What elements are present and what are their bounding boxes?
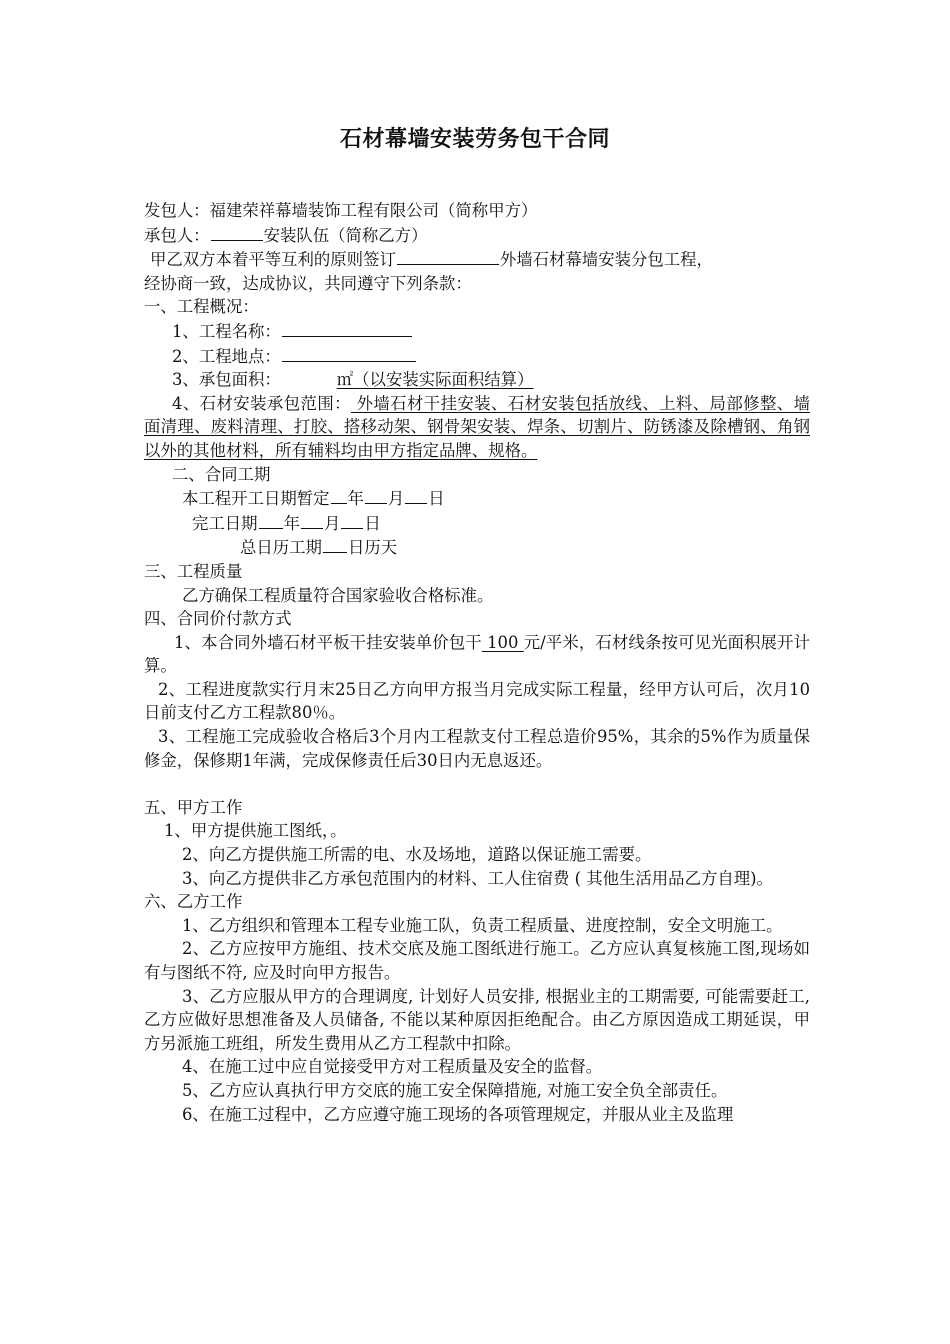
party-b-duty-3: 3、乙方应服从甲方的合理调度, 计划好人员安排, 根据业主的工期需要, 可能需要赶工, 乙方应做好思想准备及人员储备, 不能以某种原因拒绝配合。由乙方原因造成工期延误，甲方另派施工班组，所发生费用从乙方工程款中扣除。 xyxy=(144,986,810,1053)
payment-clause-3: 3、工程施工完成验收合格后3个月内工程款支付工程总造价95%，其余的5%作为质量保修金，保修期1年满，完成保修责任后30日内无息返还。 xyxy=(144,727,810,770)
section-6-heading: 六、乙方工作 xyxy=(144,892,243,912)
contract-area-line: 3、承包面积： ㎡（以安装实际面积结算） xyxy=(172,370,534,390)
unit-price: 100 xyxy=(481,632,524,652)
project-name-blank xyxy=(282,319,412,337)
section-1-heading: 一、工程概况： xyxy=(144,297,259,317)
intro-line-1: 甲乙双方本着平等互利的原则签订 外墙石材幕墙安装分包工程， xyxy=(144,247,810,272)
party-b-duty-6: 6、在施工过程中，乙方应遵守施工现场的各项管理规定，并服从业主及监理 xyxy=(182,1104,734,1124)
section-2-heading: 二、合同工期 xyxy=(172,464,271,484)
end-date-line: 完工日期 年 月 日 xyxy=(144,511,810,536)
party-b-duty-5: 5、乙方应认真执行甲方交底的施工安全保障措施, 对施工安全负全部责任。 xyxy=(182,1080,728,1100)
party-a-line: 发包人：福建荣祥幕墙装饰工程有限公司（简称甲方） xyxy=(144,201,538,220)
install-scope: 4、石材安装承包范围： 外墙石材干挂安装、石材安装包括放线、上料、局部修整、墙面清理、废料清理、打胶、搭移动架、钢骨架安装、焊条、切割片、防锈漆及除槽钢、角钢以外的其他材料，所有辅料均由甲方指定品牌、规格。 xyxy=(144,393,810,460)
payment-clause-2: 2、工程进度款实行月末25日乙方向甲方报当月完成实际工程量，经甲方认可后，次月10日前支付乙方工程款80％。 xyxy=(144,679,810,723)
start-date-line: 本工程开工日期暂定 年 月 日 xyxy=(144,486,810,511)
project-name-line: 1、工程名称： xyxy=(144,319,810,344)
install-scope-text: 外墙石材干挂安装、石材安装包括放线、上料、局部修整、墙面清理、废料清理、打胶、搭移动架、钢骨架安装、焊条、切割片、防锈漆及除槽钢、角钢以外的其他材料，所有辅料均由甲方指定品牌、规格。 xyxy=(144,393,810,460)
party-a-duty-2: 2、向乙方提供施工所需的电、水及场地，道路以保证施工需要。 xyxy=(182,845,652,865)
section-5-heading: 五、甲方工作 xyxy=(144,797,243,817)
party-a-duty-3: 3、向乙方提供非乙方承包范围内的材料、工人住宿费 ( 其他生活用品乙方自理)。 xyxy=(182,868,773,888)
party-a-duty-1: 1、甲方提供施工图纸，。 xyxy=(164,821,347,841)
section-4-heading: 四、合同价付款方式 xyxy=(144,609,292,629)
party-b-duty-1: 1、乙方组织和管理本工程专业施工队，负责工程质量、进度控制，安全文明施工。 xyxy=(182,915,783,935)
section-3-heading: 三、工程质量 xyxy=(144,561,243,581)
party-b-duty-4: 4、在施工过中应自觉接受甲方对工程质量及安全的监督。 xyxy=(182,1057,603,1077)
intro-line-2: 经协商一致，达成协议，共同遵守下列条款： xyxy=(144,273,472,293)
party-b-line: 承包人： 安装队伍（简称乙方） xyxy=(144,223,810,248)
payment-clause-1: 1、本合同外墙石材平板干挂安装单价包干 100 元/平米，石材线条按可见光面积展开计算。 xyxy=(144,632,810,676)
quality-text: 乙方确保工程质量符合国家验收合格标准。 xyxy=(182,585,494,605)
contract-body xyxy=(144,199,810,1126)
party-b-duty-2: 2、乙方应按甲方施组、技术交底及施工图纸进行施工。乙方应认真复核施工图,现场如有与图纸不符, 应及时向甲方报告。 xyxy=(144,939,810,982)
total-duration-line: 总日历工期 日历天 xyxy=(144,535,810,560)
project-location-blank xyxy=(282,344,416,362)
document-title: 石材幕墙安装劳务包干合同 xyxy=(339,126,610,152)
party-b-blank xyxy=(211,223,263,241)
project-location-line: 2、工程地点： xyxy=(144,344,810,369)
project-blank xyxy=(397,247,499,265)
